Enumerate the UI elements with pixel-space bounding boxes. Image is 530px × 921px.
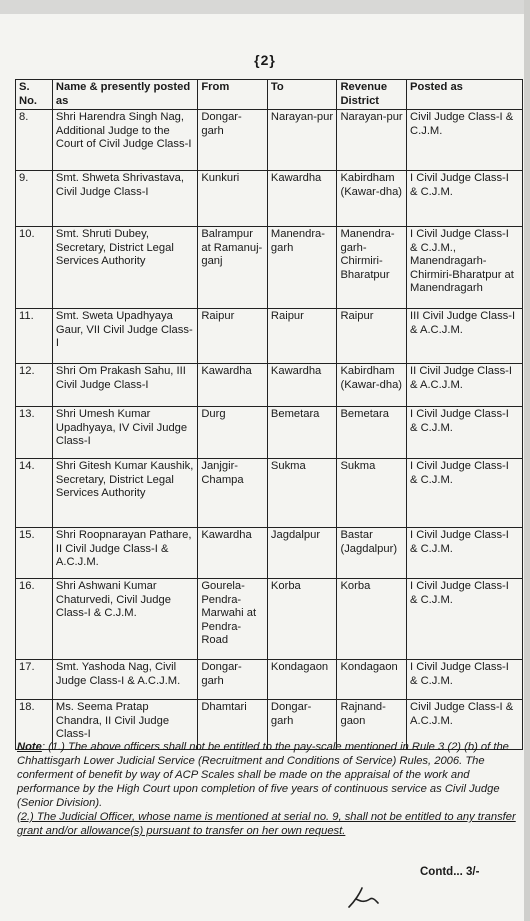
cell-sno: 14.: [16, 459, 53, 528]
table-row: [16, 579, 523, 660]
cell-posted: II Civil Judge Class-I & A.C.J.M.: [407, 364, 523, 407]
cell-district: Narayan-pur: [337, 110, 407, 171]
header-from: From: [198, 80, 268, 110]
cell-name: Shri Om Prakash Sahu, III Civil Judge Class-I: [52, 364, 197, 407]
cell-posted: I Civil Judge Class-I & C.J.M.: [407, 660, 523, 700]
cell-to: Jagdalpur: [267, 528, 337, 579]
cell-district: Kondagaon: [337, 660, 407, 700]
cell-district: Raipur: [337, 309, 407, 364]
cell-name: Ms. Seema Pratap Chandra, II Civil Judge Class-I: [52, 700, 197, 750]
cell-sno: 15.: [16, 528, 53, 579]
table-row: [16, 110, 523, 171]
cell-sno: 8.: [16, 110, 53, 171]
cell-to: Bemetara: [267, 407, 337, 459]
header-name: Name & presently posted as: [52, 80, 197, 110]
cell-from: Gourela-Pendra-Marwahi at Pendra-Road: [198, 579, 268, 660]
cell-name: Shri Gitesh Kumar Kaushik, Secretary, District Legal Services Authority: [52, 459, 197, 528]
cell-posted: I Civil Judge Class-I & C.J.M.: [407, 528, 523, 579]
cell-posted: I Civil Judge Class-I & C.J.M.: [407, 171, 523, 227]
cell-sno: 13.: [16, 407, 53, 459]
signature-mark: [346, 885, 380, 911]
cell-sno: 12.: [16, 364, 53, 407]
cell-to: Raipur: [267, 309, 337, 364]
cell-to: Sukma: [267, 459, 337, 528]
cell-sno: 17.: [16, 660, 53, 700]
scan-right-edge: [524, 0, 530, 921]
cell-name: Smt. Sweta Upadhyaya Gaur, VII Civil Judge Class-I: [52, 309, 197, 364]
table-row: [16, 660, 523, 700]
cell-from: Raipur: [198, 309, 268, 364]
note-para-1: [17, 740, 521, 810]
cell-name: Smt. Shruti Dubey, Secretary, District Legal Services Authority: [52, 227, 197, 309]
header-district: Revenue District: [337, 80, 407, 110]
cell-to: Manendra-garh: [267, 227, 337, 309]
cell-district: Rajnand-gaon: [337, 700, 407, 750]
cell-to: Dongar-garh: [267, 700, 337, 750]
cell-posted: III Civil Judge Class-I & A.C.J.M.: [407, 309, 523, 364]
header-sno: S. No.: [16, 80, 53, 110]
table-row: [16, 171, 523, 227]
cell-name: Shri Ashwani Kumar Chaturvedi, Civil Judge Class-I & C.J.M.: [52, 579, 197, 660]
cell-district: Bastar (Jagdalpur): [337, 528, 407, 579]
cell-district: Manendra-garh-Chirmiri-Bharatpur: [337, 227, 407, 309]
transfer-table: [15, 79, 523, 750]
cell-district: Korba: [337, 579, 407, 660]
note-text-1: : (1.) The above officers shall not be entitled to the pay-scale mentioned in Rule 3 (2) (b) of the Chhattisgarh Lower Judicial Service (Recruitment and Conditions of Service) Rules, 2006. The conferment of benefit by way of ACP Scales shall be made on the appraisal of the work and performance by the High Court upon completion of five years of continuous service as Civil Judge (Senior Division).: [17, 741, 509, 809]
cell-from: Durg: [198, 407, 268, 459]
page-number: {2}: [254, 52, 276, 68]
cell-name: Shri Umesh Kumar Upadhyaya, IV Civil Judge Class-I: [52, 407, 197, 459]
table-row: [16, 459, 523, 528]
cell-to: Narayan-pur: [267, 110, 337, 171]
table-row: [16, 364, 523, 407]
table-row: [16, 407, 523, 459]
cell-district: Kabirdham (Kawar-dha): [337, 364, 407, 407]
cell-from: Kawardha: [198, 528, 268, 579]
cell-to: Kawardha: [267, 364, 337, 407]
table-row: [16, 309, 523, 364]
cell-sno: 18.: [16, 700, 53, 750]
cell-from: Dhamtari: [198, 700, 268, 750]
cell-name: Shri Roopnarayan Pathare, II Civil Judge Class-I & A.C.J.M.: [52, 528, 197, 579]
cell-from: Dongar-garh: [198, 110, 268, 171]
header-posted: Posted as: [407, 80, 523, 110]
cell-name: Shri Harendra Singh Nag, Additional Judge to the Court of Civil Judge Class-I: [52, 110, 197, 171]
cell-district: Kabirdham (Kawar-dha): [337, 171, 407, 227]
cell-posted: Civil Judge Class-I & A.C.J.M.: [407, 700, 523, 750]
cell-to: Kawardha: [267, 171, 337, 227]
note-para-2: (2.) The Judicial Officer, whose name is mentioned at serial no. 9, shall not be entitled to any transfer grant and/or allowance(s) pursuant to transfer on her own request.: [17, 811, 516, 837]
cell-from: Kawardha: [198, 364, 268, 407]
table-header-row: [16, 80, 523, 110]
cell-posted: I Civil Judge Class-I & C.J.M.: [407, 459, 523, 528]
cell-sno: 9.: [16, 171, 53, 227]
note-section: [17, 740, 521, 838]
continued-marker: Contd... 3/-: [420, 866, 480, 878]
cell-district: Bemetara: [337, 407, 407, 459]
cell-from: Kunkuri: [198, 171, 268, 227]
cell-sno: 11.: [16, 309, 53, 364]
table-row: [16, 528, 523, 579]
cell-name: Smt. Yashoda Nag, Civil Judge Class-I & A.C.J.M.: [52, 660, 197, 700]
cell-to: Kondagaon: [267, 660, 337, 700]
table-row: [16, 227, 523, 309]
cell-posted: I Civil Judge Class-I & C.J.M.: [407, 579, 523, 660]
cell-sno: 16.: [16, 579, 53, 660]
cell-sno: 10.: [16, 227, 53, 309]
cell-from: Janjgir-Champa: [198, 459, 268, 528]
scan-top-edge: [0, 0, 530, 14]
cell-district: Sukma: [337, 459, 407, 528]
header-to: To: [267, 80, 337, 110]
cell-posted: Civil Judge Class-I & C.J.M.: [407, 110, 523, 171]
cell-posted: I Civil Judge Class-I & C.J.M.: [407, 407, 523, 459]
cell-from: Balrampur at Ramanuj-ganj: [198, 227, 268, 309]
cell-to: Korba: [267, 579, 337, 660]
cell-name: Smt. Shweta Shrivastava, Civil Judge Class-I: [52, 171, 197, 227]
note-label: Note: [17, 741, 42, 753]
cell-posted: I Civil Judge Class-I & C.J.M., Manendragarh-Chirmiri-Bharatpur at Manendragarh: [407, 227, 523, 309]
cell-from: Dongar-garh: [198, 660, 268, 700]
